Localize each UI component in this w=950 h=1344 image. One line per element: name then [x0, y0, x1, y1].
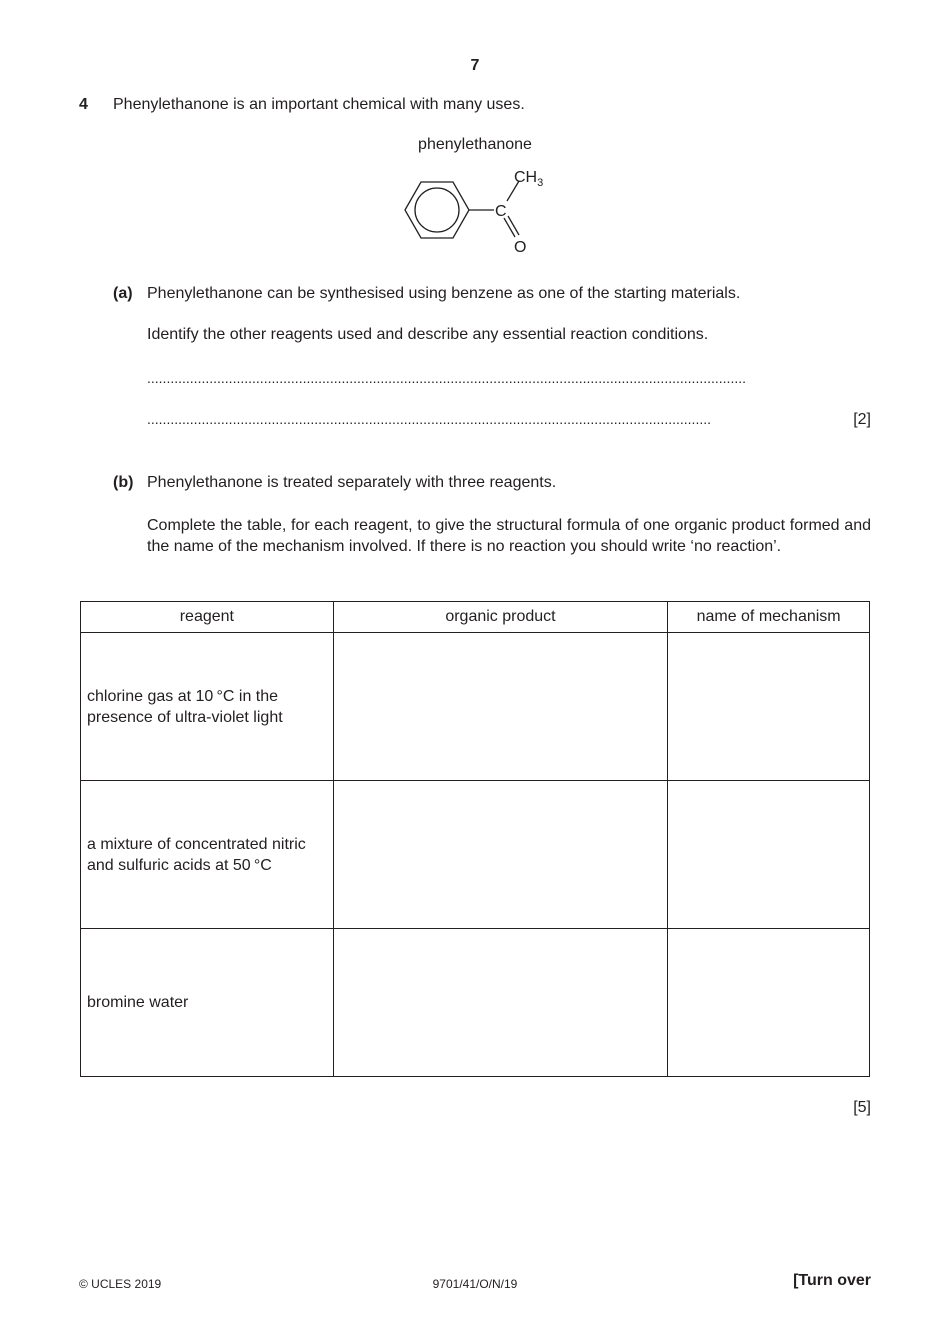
turn-over: [Turn over: [793, 1272, 871, 1289]
answer-line-2[interactable]: .................................................................................................................................................: [147, 411, 711, 427]
reagent-cell: [81, 781, 334, 929]
reagent-line: presence of ultra-violet light: [87, 708, 283, 726]
mechanism-answer-cell[interactable]: [668, 633, 870, 781]
product-answer-cell[interactable]: [333, 781, 667, 929]
question-number: 4: [79, 96, 88, 113]
product-answer-cell[interactable]: [333, 633, 667, 781]
product-answer-cell[interactable]: [333, 929, 667, 1077]
molecule-label: phenylethanone: [418, 136, 532, 153]
header-organic-product: organic product: [333, 602, 667, 633]
part-b-instruction: Complete the table, for each reagent, to give the structural formula of one organic product formed and the name of the mechanism involved. If there is no reaction you should write ‘no reaction’.: [147, 517, 871, 555]
carbon-label: C: [495, 203, 507, 220]
reagent-line: bromine water: [87, 994, 189, 1011]
part-b-marks: [5]: [853, 1099, 871, 1116]
benzene-circle: [415, 188, 459, 232]
table-header-row: [81, 602, 870, 633]
copyright: © UCLES 2019: [79, 1277, 162, 1291]
part-a-instruction: Identify the other reagents used and describe any essential reaction conditions.: [147, 326, 709, 343]
oxygen-label: O: [514, 239, 527, 256]
part-a-marks: [2]: [853, 411, 871, 428]
part-b-text: Phenylethanone is treated separately with three reagents.: [147, 474, 557, 491]
table-row: [81, 781, 870, 929]
reagent-table: [80, 601, 870, 1077]
reagent-cell: [81, 633, 334, 781]
question-text: Phenylethanone is an important chemical with many uses.: [113, 96, 525, 113]
reagent-line: a mixture of concentrated nitric: [87, 835, 306, 853]
header-reagent: reagent: [81, 602, 334, 633]
reagent-cell: [81, 929, 334, 1077]
mechanism-answer-cell[interactable]: [668, 929, 870, 1077]
ch3-label: $CH_3$: [514, 169, 544, 189]
page-number: 7: [470, 57, 480, 74]
part-b-label: (b): [113, 474, 134, 491]
answer-line-1[interactable]: ..........................................................................................................................................................: [147, 370, 747, 386]
table-row: [81, 929, 870, 1077]
reagent-line: and sulfuric acids at 50 °C: [87, 856, 272, 874]
paper-code: 9701/41/O/N/19: [432, 1277, 518, 1291]
phenylethanone-structure: [395, 160, 565, 260]
reagent-line: chlorine gas at 10 °C in the: [87, 687, 279, 705]
part-a-label: (a): [113, 285, 133, 302]
part-a-text: Phenylethanone can be synthesised using benzene as one of the starting materials.: [147, 285, 741, 302]
header-mechanism: name of mechanism: [668, 602, 870, 633]
table-row: [81, 633, 870, 781]
mechanism-answer-cell[interactable]: [668, 781, 870, 929]
